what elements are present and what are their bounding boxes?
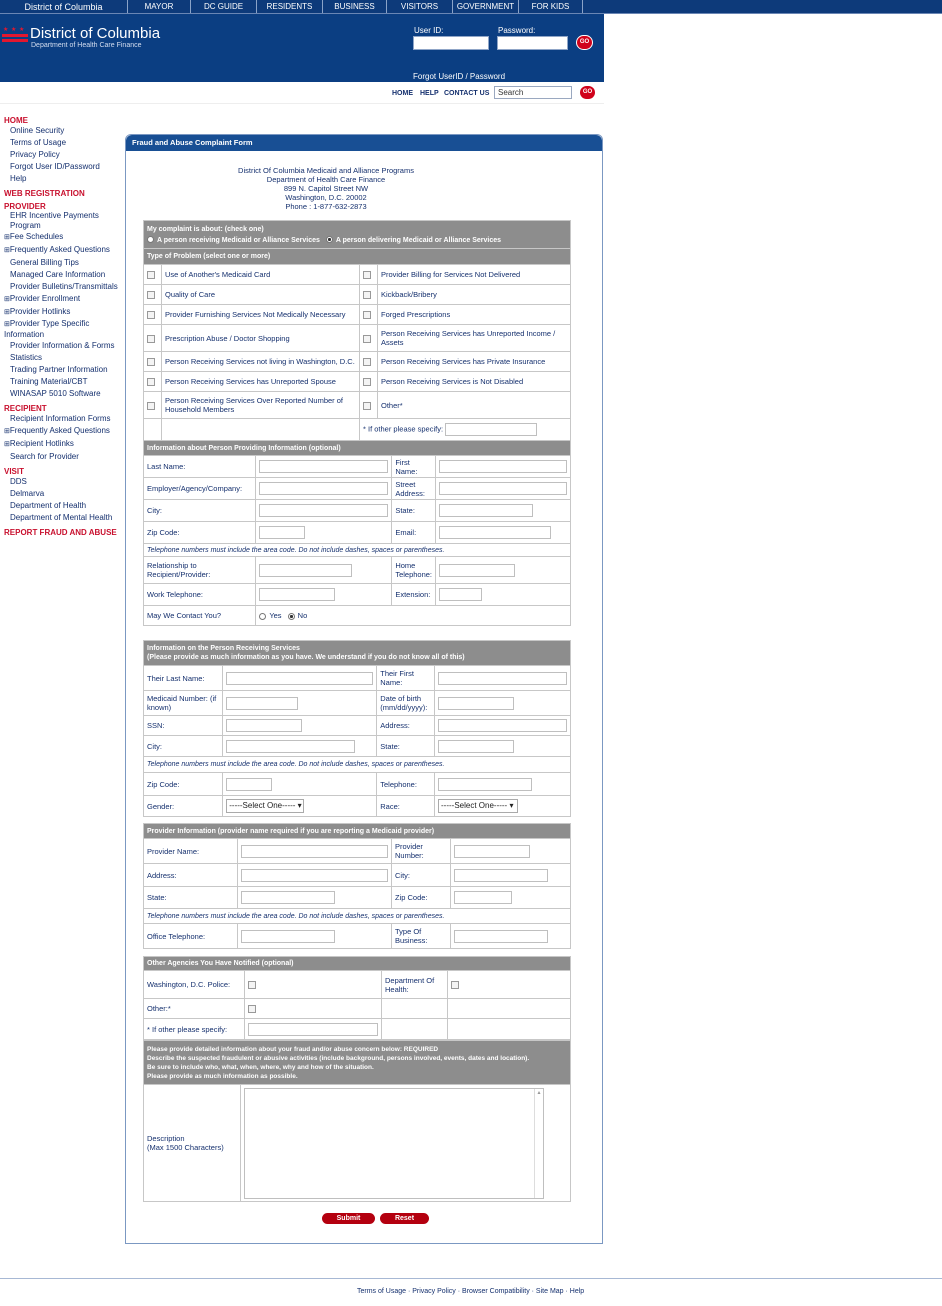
field-label: Date of birth (mm/dd/yyyy): — [377, 691, 435, 716]
complaint-receiving-label: A person receiving Medicaid or Alliance Services — [157, 236, 320, 244]
recipient-address-input[interactable] — [438, 719, 567, 732]
problem-label: Provider Furnishing Services Not Medically Necessary — [162, 305, 360, 325]
provider-number-input[interactable] — [454, 845, 530, 858]
problem-label: Other* — [378, 392, 571, 419]
field-label: City: — [144, 736, 223, 757]
problem-checkbox[interactable] — [147, 311, 155, 319]
provider-zip-input[interactable] — [454, 891, 512, 904]
contact-yes-radio[interactable] — [259, 613, 266, 620]
field-label: Zip Code: — [392, 887, 451, 909]
gender-select-value: -----Select One----- — [229, 801, 296, 810]
site-header — [0, 14, 604, 82]
search-go-button[interactable]: GO — [579, 85, 596, 100]
provider-address-input[interactable] — [241, 869, 388, 882]
recipient-zip-input[interactable] — [226, 778, 272, 791]
sidebar-item[interactable]: Provider Information & Forms — [10, 341, 115, 350]
problem-label: Kickback/Bribery — [378, 285, 571, 305]
sidebar-item[interactable]: General Billing Tips — [10, 258, 79, 267]
address-line: 899 N. Capitol Street NW — [283, 184, 369, 193]
provider-heading: Provider Information (provider name required if you are reporting a Medicaid provider) — [144, 824, 571, 839]
sidebar — [4, 114, 118, 537]
field-label: Race: — [377, 796, 435, 817]
field-label: Medicaid Number: (if known) — [144, 691, 223, 716]
problem-checkbox[interactable] — [363, 271, 371, 279]
description-heading: Describe the suspected fraudulent or abusive activities (include background, persons involved, events, dates and location). — [147, 1054, 530, 1062]
recipient-table — [143, 640, 571, 817]
informant-first-name-input[interactable] — [439, 460, 567, 473]
field-label: Home Telephone: — [392, 557, 436, 584]
subnav-help[interactable]: HELP — [420, 90, 439, 97]
sidebar-item[interactable]: Department of Mental Health — [10, 513, 113, 522]
sidebar-item[interactable]: Help — [10, 174, 27, 183]
field-label: Gender: — [144, 796, 223, 817]
field-label: State: — [144, 887, 238, 909]
topnav-government[interactable]: GOVERNMENT — [453, 0, 519, 13]
problem-checkbox[interactable] — [363, 402, 371, 410]
topnav-for-kids[interactable]: FOR KIDS — [519, 0, 583, 13]
home-telephone-input[interactable] — [439, 564, 515, 577]
field-label: Their First Name: — [377, 666, 435, 691]
problem-label: Person Receiving Services not living in Washington, D.C. — [162, 352, 360, 372]
problem-checkbox[interactable] — [147, 271, 155, 279]
form-panel — [125, 134, 603, 1244]
sidebar-item[interactable]: Provider Bulletins/Transmittals — [10, 282, 118, 291]
site-title[interactable]: District of Columbia — [30, 25, 161, 42]
userid-label: User ID: — [414, 26, 444, 35]
problem-label: Provider Billing for Services Not Delivered — [378, 265, 571, 285]
problem-checkbox[interactable] — [363, 378, 371, 386]
header-right-blank — [604, 14, 942, 82]
topnav-residents[interactable]: RESIDENTS — [257, 0, 323, 13]
field-label: May We Contact You? — [144, 606, 256, 626]
ssn-input[interactable] — [226, 719, 302, 732]
problem-checkbox[interactable] — [147, 378, 155, 386]
race-select[interactable]: -----Select One----- ▾ — [438, 799, 518, 813]
topnav-visitors[interactable]: VISITORS — [387, 0, 453, 13]
info-heading: Information about Person Providing Information (optional) — [144, 441, 571, 456]
field-label: City: — [144, 500, 256, 522]
email-input[interactable] — [439, 526, 551, 539]
subnav-contact[interactable]: CONTACT US — [444, 90, 490, 97]
address-line: Phone : 1-877-632-2873 — [285, 202, 367, 211]
sidebar-item[interactable]: Forgot User ID/Password — [10, 162, 100, 171]
extension-input[interactable] — [439, 588, 482, 601]
other-agency-checkbox[interactable] — [248, 1005, 256, 1013]
field-label: Zip Code: — [144, 773, 223, 796]
other-specify-input[interactable] — [445, 423, 537, 436]
description-max-label: (Max 1500 Characters) — [147, 1143, 224, 1152]
recipient-last-name-input[interactable] — [226, 672, 373, 685]
field-label: Telephone: — [377, 773, 435, 796]
sidebar-report-fraud[interactable]: REPORT FRAUD AND ABUSE — [4, 528, 117, 537]
problem-checkbox[interactable] — [147, 291, 155, 299]
field-label: Relationship to Recipient/Provider: — [144, 557, 256, 584]
sidebar-item[interactable]: Statistics — [10, 353, 43, 362]
field-label: Work Telephone: — [144, 584, 256, 606]
provider-city-input[interactable] — [454, 869, 548, 882]
sidebar-item-expandable[interactable]: ⊞ Fee Schedules — [4, 231, 118, 244]
description-heading: Be sure to include who, what, when, where, why and how of the situation. — [147, 1063, 374, 1071]
sidebar-item-expandable[interactable]: ⊞ Recipient Hotlinks — [4, 438, 118, 451]
field-label: * If other please specify: — [144, 1019, 245, 1040]
password-label: Password: — [498, 26, 536, 35]
phone-note: Telephone numbers must include the area code. Do not include dashes, spaces or parentheses. — [144, 544, 571, 557]
footer-links[interactable]: Terms of Usage · Privacy Policy · Browser Compatibility · Site Map · Help — [357, 1288, 585, 1295]
recipient-telephone-input[interactable] — [438, 778, 532, 791]
problem-label: Use of Another's Medicaid Card — [162, 265, 360, 285]
sidebar-item[interactable]: Terms of Usage — [10, 138, 67, 147]
sidebar-item[interactable]: Managed Care Information — [10, 270, 106, 279]
address-line: District Of Columbia Medicaid and Alliance Programs — [238, 166, 414, 175]
informant-last-name-input[interactable] — [259, 460, 388, 473]
field-label: Washington, D.C. Police: — [144, 971, 245, 999]
type-heading: Type of Problem (select one or more) — [144, 249, 571, 265]
sidebar-heading-home[interactable]: HOME — [4, 116, 28, 125]
contact-no-label: No — [297, 611, 308, 620]
problem-checkbox[interactable] — [147, 335, 155, 343]
sidebar-web-registration[interactable]: WEB REGISTRATION — [4, 189, 85, 198]
field-label: Address: — [377, 716, 435, 736]
agencies-table — [143, 956, 571, 1040]
agency-address — [126, 166, 526, 211]
sidebar-item[interactable]: Recipient Information Forms — [10, 414, 111, 423]
problem-checkbox[interactable] — [363, 311, 371, 319]
health-dept-checkbox[interactable] — [451, 981, 459, 989]
agencies-heading: Other Agencies You Have Notified (optional) — [144, 957, 571, 971]
field-label: Employer/Agency/Company: — [144, 478, 256, 500]
recipient-city-input[interactable] — [226, 740, 355, 753]
phone-note: Telephone numbers must include the area code. Do not include dashes, spaces or parentheses. — [144, 909, 571, 924]
address-line: Department of Health Care Finance — [266, 175, 386, 184]
other-agency-input[interactable] — [248, 1023, 378, 1036]
login-go-button[interactable]: GO — [576, 35, 593, 50]
sidebar-item[interactable]: Training Material/CBT — [10, 377, 88, 386]
street-address-input[interactable] — [439, 482, 567, 495]
password-input[interactable] — [497, 36, 568, 50]
problem-table — [143, 220, 571, 441]
problem-label: Person Receiving Services has Unreported Spouse — [162, 372, 360, 392]
address-line: Washington, D.C. 20002 — [285, 193, 367, 202]
sidebar-item[interactable]: Trading Partner Information — [10, 365, 108, 374]
sidebar-item[interactable]: Department of Health — [10, 501, 87, 510]
description-heading: Please provide detailed information about your fraud and/or abuse concern below: REQUIRED — [147, 1045, 439, 1053]
field-label: Provider Name: — [144, 839, 238, 864]
footer-divider — [0, 1278, 942, 1279]
sidebar-item[interactable]: DDS — [10, 477, 27, 486]
problem-label: Quality of Care — [162, 285, 360, 305]
problem-label: Prescription Abuse / Doctor Shopping — [162, 325, 360, 352]
field-label: State: — [392, 500, 436, 522]
sidebar-item[interactable]: WINASAP 5010 Software — [10, 389, 101, 398]
sidebar-item[interactable]: Delmarva — [10, 489, 45, 498]
field-label: City: — [392, 864, 451, 887]
sidebar-item[interactable]: EHR Incentive Payments Program — [10, 211, 99, 230]
sidebar-item[interactable]: Privacy Policy — [10, 150, 60, 159]
phone-note: Telephone numbers must include the area code. Do not include dashes, spaces or parentheses. — [144, 757, 571, 773]
police-checkbox[interactable] — [248, 981, 256, 989]
field-label: Address: — [144, 864, 238, 887]
field-label: SSN: — [144, 716, 223, 736]
description-table — [143, 1040, 571, 1202]
top-nav — [0, 0, 942, 14]
field-label: Zip Code: — [144, 522, 256, 544]
recipient-first-name-input[interactable] — [438, 672, 567, 685]
problem-label: Person Receiving Services has Private Insurance — [378, 352, 571, 372]
problem-checkbox[interactable] — [147, 358, 155, 366]
relationship-input[interactable] — [259, 564, 352, 577]
field-label: Office Telephone: — [144, 924, 238, 949]
description-textarea[interactable] — [244, 1088, 544, 1199]
complaint-about-label: My complaint is about: (check one) — [147, 225, 264, 233]
recipient-state-input[interactable] — [438, 740, 514, 753]
business-type-input[interactable] — [454, 930, 548, 943]
sidebar-item-expandable[interactable]: ⊞ Provider Hotlinks — [4, 306, 118, 319]
topnav-home[interactable]: District of Columbia — [0, 0, 128, 13]
subnav-home[interactable]: HOME — [392, 90, 413, 97]
problem-checkbox[interactable] — [363, 291, 371, 299]
field-label: Last Name: — [144, 456, 256, 478]
problem-label: Person Receiving Services Over Reported Number of Household Members — [162, 392, 360, 419]
field-label: Street Address: — [392, 478, 436, 500]
provider-state-input[interactable] — [241, 891, 335, 904]
field-label: Provider Number: — [392, 839, 451, 864]
recipient-heading: Information on the Person Receiving Services — [147, 645, 300, 652]
sidebar-item-expandable[interactable]: ⊞ Provider Type Specific Information — [4, 319, 118, 340]
form-title: Fraud and Abuse Complaint Form — [126, 135, 602, 151]
sidebar-item[interactable]: Search for Provider — [10, 452, 79, 461]
provider-name-input[interactable] — [241, 845, 388, 858]
forgot-credentials-link[interactable]: Forgot UserID / Password — [413, 72, 506, 81]
sidebar-item-expandable[interactable]: ⊞ Provider Enrollment — [4, 293, 118, 306]
reset-button[interactable]: Reset — [380, 1213, 429, 1224]
gender-select[interactable]: -----Select One----- ▾ — [226, 799, 304, 813]
complaint-delivering-label: A person delivering Medicaid or Alliance Services — [335, 236, 502, 244]
userid-input[interactable] — [413, 36, 489, 50]
employer-input[interactable] — [259, 482, 388, 495]
race-select-value: -----Select One----- — [441, 801, 508, 810]
topnav-business[interactable]: BUSINESS — [323, 0, 387, 13]
sidebar-item[interactable]: Online Security — [10, 126, 65, 135]
informant-table — [143, 440, 571, 626]
description-label: Description — [147, 1134, 185, 1143]
work-telephone-input[interactable] — [259, 588, 335, 601]
topnav-mayor[interactable]: MAYOR — [128, 0, 191, 13]
problem-checkbox[interactable] — [147, 402, 155, 410]
sidebar-heading-recipient[interactable]: RECIPIENT — [4, 404, 47, 413]
problem-checkbox[interactable] — [363, 335, 371, 343]
field-label: Department Of Health: — [382, 971, 448, 999]
field-label: State: — [377, 736, 435, 757]
problem-label: Person Receiving Services has Unreported Income / Assets — [378, 325, 571, 352]
field-label: Other:* — [144, 999, 245, 1019]
medicaid-number-input[interactable] — [226, 697, 298, 710]
provider-table — [143, 823, 571, 949]
description-heading: Please provide as much information as possible. — [147, 1072, 298, 1080]
problem-label: Person Receiving Services is Not Disabled — [378, 372, 571, 392]
field-label: Their Last Name: — [144, 666, 223, 691]
sidebar-item-expandable[interactable]: ⊞ Frequently Asked Questions — [4, 244, 118, 257]
sidebar-heading-provider[interactable]: PROVIDER — [4, 202, 46, 211]
topnav-dc-guide[interactable]: DC GUIDE — [191, 0, 257, 13]
site-subtitle: Department of Health Care Finance — [31, 42, 142, 49]
sidebar-heading-visit[interactable]: VISIT — [4, 467, 25, 476]
informant-state-input[interactable] — [439, 504, 533, 517]
textarea-scrollbar[interactable]: ▴ — [534, 1089, 543, 1198]
other-specify-label: * If other please specify: — [363, 424, 444, 434]
recipient-subheading: (Please provide as much information as you have. We understand if you do not know all of this) — [147, 654, 465, 661]
dob-input[interactable] — [438, 697, 514, 710]
problem-label: Forged Prescriptions — [378, 305, 571, 325]
field-label: Email: — [392, 522, 436, 544]
complaint-receiving-radio[interactable] — [147, 236, 154, 243]
sidebar-item-expandable[interactable]: ⊞ Frequently Asked Questions — [4, 425, 118, 438]
office-telephone-input[interactable] — [241, 930, 335, 943]
contact-no-radio[interactable] — [288, 613, 295, 620]
field-label: Type Of Business: — [392, 924, 451, 949]
complaint-delivering-radio[interactable] — [326, 236, 333, 243]
problem-checkbox[interactable] — [363, 358, 371, 366]
submit-button[interactable]: Submit — [322, 1213, 375, 1224]
dc-flag-icon: ★ ★ ★ — [2, 28, 28, 42]
field-label: Extension: — [392, 584, 436, 606]
search-input[interactable]: Search — [494, 86, 572, 99]
informant-city-input[interactable] — [259, 504, 388, 517]
contact-yes-label: Yes — [269, 611, 282, 620]
informant-zip-input[interactable] — [259, 526, 305, 539]
field-label: First Name: — [392, 456, 436, 478]
